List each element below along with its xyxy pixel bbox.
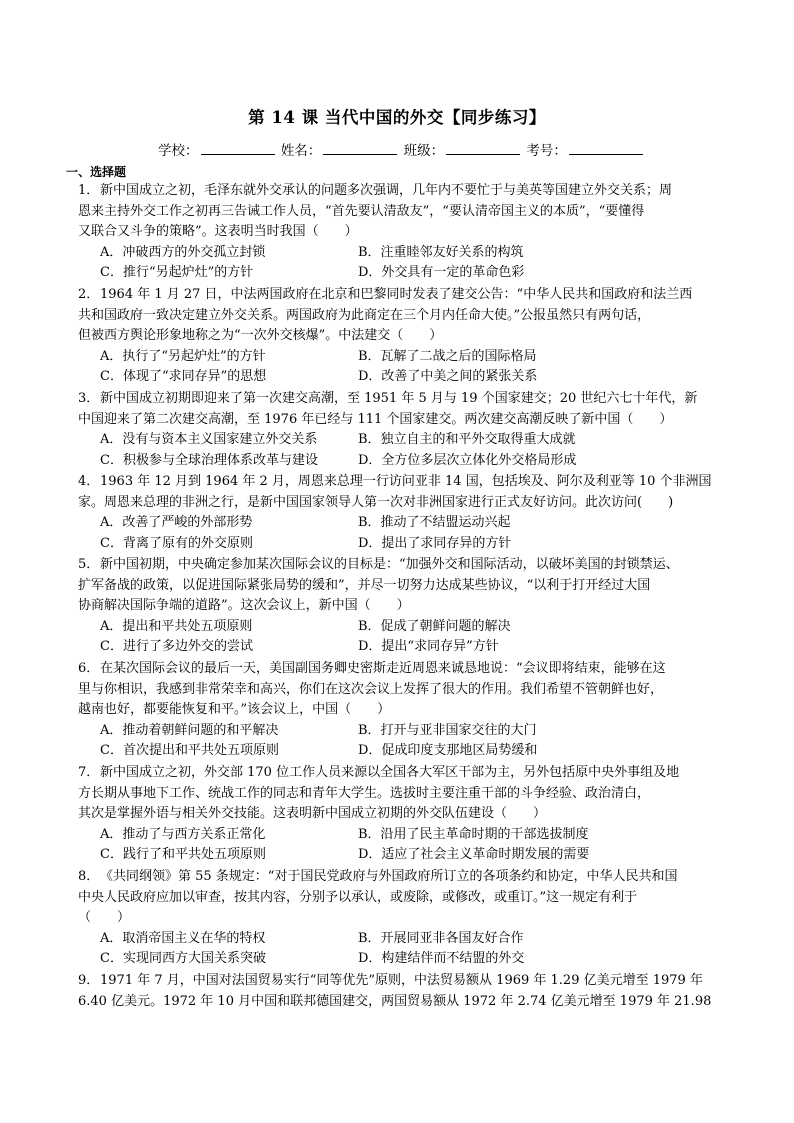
stem-line: 1971 年 7 月，中国对法国贸易实行“同等优先”原则，中法贸易额从 1969 年 1.29 亿美元增至 1979 年 — [100, 973, 703, 988]
stem-line: 但被西方舆论形象地称之为“一次外交核爆”。中法建交（ ） — [78, 328, 443, 344]
page-title: 第 14 课 当代中国的外交【同步练习】 — [248, 108, 546, 127]
school-field[interactable] — [201, 142, 275, 155]
stem-line: 新中国成立之初，外交部 170 位工作人员来源以全国各大军区干部为主，另外包括原中央外事组及地 — [100, 765, 680, 780]
question-stem — [78, 472, 728, 513]
option-B[interactable]: B．推动了不结盟运动兴起 — [358, 515, 511, 531]
stem-line: 共和国政府一致决定建立外交关系。两国政府为此商定在三个月内任命大使。”公报虽然只有两句话， — [78, 307, 651, 323]
stem-line: 1964 年 1 月 27 日，中法两国政府在北京和巴黎同时发表了建交公告：“中华人民共和国政府和法兰西 — [100, 287, 693, 302]
stem-line: 新中国成立初期即迎来了第一次建交高潮，至 1951 年 5 月与 19 个国家建交；20 世纪六七十年代，新 — [100, 391, 698, 406]
class-label: 班级： — [403, 143, 445, 159]
option-A[interactable]: A．推动了与西方关系正常化 — [100, 826, 266, 842]
question-number: 7． — [78, 765, 100, 780]
stem-line: 《共同纲领》第 55 条规定：“对于国民党政府与外国政府所订立的各项条约和协定，中华人民共和国 — [100, 869, 678, 884]
option-D[interactable]: D．改善了中美之间的紧张关系 — [358, 369, 538, 385]
stem-line: 在某次国际会议的最后一天，美国副国务卿史密斯走近周恩来诚恳地说：“会议即将结束，能够在这 — [100, 661, 666, 676]
stem-line: 其次是掌握外语与相关外交技能。这表明新中国成立初期的外交队伍建设（ ） — [78, 806, 547, 822]
question-3 — [78, 389, 728, 471]
question-number: 4． — [78, 474, 100, 489]
question-9 — [78, 971, 728, 1012]
question-stem — [78, 181, 728, 243]
section-heading: 一、选择题 — [66, 165, 127, 179]
question-8 — [78, 867, 728, 970]
stem-line: 家。周恩来总理的非洲之行，是新中国国家领导人第一次对非洲国家进行正式友好访问。此次访问( ) — [78, 494, 674, 510]
option-C[interactable]: C．首次提出和平共处五项原则 — [100, 743, 279, 759]
stem-line: 新中国成立之初，毛泽东就外交承认的问题多次强调，几年内不要忙于与美英等国建立外交关系；周 — [100, 183, 673, 198]
stem-line: 1963 年 12 月到 1964 年 2 月，周恩来总理一行访问亚非 14 国，包括埃及、阿尔及利亚等 10 个非洲国 — [100, 474, 712, 489]
option-A[interactable]: A．改善了严峻的外部形势 — [100, 515, 253, 531]
name-field[interactable] — [323, 142, 397, 155]
question-number: 9． — [78, 973, 100, 988]
option-B[interactable]: B．沿用了民主革命时期的干部选拔制度 — [358, 826, 589, 842]
option-A[interactable]: A．没有与资本主义国家建立外交关系 — [100, 432, 318, 448]
stem-line: 方长期从事地下工作、统战工作的同志和青年大学生。选拔时主要注重干部的斗争经验、政治清白， — [78, 785, 651, 801]
question-stem — [78, 555, 728, 617]
question-number: 5． — [78, 557, 100, 572]
option-B[interactable]: B．瓦解了二战之后的国际格局 — [358, 348, 537, 364]
option-A[interactable]: A．推动着朝鲜问题的和平解决 — [100, 722, 279, 738]
option-B[interactable]: B．促成了朝鲜问题的解决 — [358, 618, 511, 634]
option-D[interactable]: D．提出“求同存异”方针 — [358, 639, 499, 655]
stem-line: 又联合又斗争的策略”。这表明当时我国（ ） — [78, 224, 358, 240]
stem-line: 扩军备战的政策，以促进国际紧张局势的缓和”，并尽一切努力达成某些协议，“以利于打开经过大国 — [78, 577, 651, 593]
stem-line: （ ） — [78, 910, 131, 926]
option-group — [100, 617, 728, 658]
id-label: 考号： — [526, 143, 567, 159]
option-group — [100, 929, 728, 970]
option-B[interactable]: B．独立自主的和平外交取得重大成就 — [358, 432, 576, 448]
stem-line: 恩来主持外交工作之初再三告诫工作人员，“首先要认清敌友”，“要认清帝国主义的本质”，“要懂得 — [78, 203, 645, 219]
stem-line: 中国迎来了第二次建交高潮，至 1976 年已经与 111 个国家建交。两次建交高潮反映了新中国（ ） — [78, 411, 673, 427]
option-B[interactable]: B．开展同亚非各国友好合作 — [358, 930, 524, 946]
question-stem — [78, 867, 728, 929]
option-C[interactable]: C．推行“另起炉灶”的方针 — [100, 265, 254, 281]
question-stem — [78, 659, 728, 721]
option-C[interactable]: C．践行了和平共处五项原则 — [100, 847, 266, 863]
id-field[interactable] — [569, 142, 643, 155]
option-D[interactable]: D．适应了社会主义革命时期发展的需要 — [358, 847, 590, 863]
question-number: 2． — [78, 287, 100, 302]
option-C[interactable]: C．体现了“求同存异”的思想 — [100, 369, 267, 385]
question-number: 6． — [78, 661, 100, 676]
option-D[interactable]: D．全方位多层次立体化外交格局形成 — [358, 452, 577, 468]
question-2 — [78, 285, 728, 388]
question-number: 1． — [78, 183, 100, 198]
question-1 — [78, 181, 728, 284]
school-label: 学校： — [158, 143, 199, 159]
option-group — [100, 721, 728, 762]
option-A[interactable]: A．取消帝国主义在华的特权 — [100, 930, 266, 946]
option-C[interactable]: C．背离了原有的外交原则 — [100, 535, 253, 551]
stem-line: 协商解决国际争端的道路”。这次会议上，新中国（ ） — [78, 598, 410, 614]
option-group — [100, 243, 728, 284]
name-label: 姓名： — [280, 143, 322, 159]
stem-line: 新中国初期，中央确定参加某次国际会议的目标是：“加强外交和国际活动，以破坏美国的封锁禁运、 — [100, 557, 679, 572]
stem-line: 越南也好，都要能恢复和平。”该会议上，中国（ ） — [78, 702, 391, 718]
student-info-line — [158, 139, 645, 159]
stem-line: 里与你相识，我感到非常荣幸和高兴，你们在这次会议上发挥了很大的作用。我们希望不管朝鲜也好， — [78, 681, 664, 697]
question-5 — [78, 555, 728, 658]
option-group — [100, 825, 728, 866]
option-group — [100, 347, 728, 388]
option-A[interactable]: A．执行了“另起炉灶”的方针 — [100, 348, 266, 364]
option-C[interactable]: C．实现同西方大国关系突破 — [100, 951, 266, 967]
question-stem — [78, 285, 728, 347]
option-D[interactable]: D．外交具有一定的革命色彩 — [358, 265, 525, 281]
option-A[interactable]: A．冲破西方的外交孤立封锁 — [100, 244, 266, 260]
question-stem — [78, 971, 728, 1012]
question-4 — [78, 472, 728, 554]
option-C[interactable]: C．积极参与全球治理体系改革与建设 — [100, 452, 318, 468]
option-C[interactable]: C．进行了多边外交的尝试 — [100, 639, 253, 655]
option-B[interactable]: B．注重睦邻友好关系的构筑 — [358, 244, 524, 260]
question-stem — [78, 763, 728, 825]
option-D[interactable]: D．促成印度支那地区局势缓和 — [358, 743, 538, 759]
class-field[interactable] — [446, 142, 520, 155]
option-D[interactable]: D．构建结伴而不结盟的外交 — [358, 951, 525, 967]
option-A[interactable]: A．提出和平共处五项原则 — [100, 618, 253, 634]
question-number: 3． — [78, 391, 100, 406]
stem-line: 6.40 亿美元。1972 年 10 月中国和联邦德国建交，两国贸易额从 1972 年 2.74 亿美元增至 1979 年 21.98 — [78, 993, 712, 1009]
option-group — [100, 513, 728, 554]
option-B[interactable]: B．打开与亚非国家交往的大门 — [358, 722, 537, 738]
question-stem — [78, 389, 728, 430]
option-D[interactable]: D．提出了求同存异的方针 — [358, 535, 512, 551]
stem-line: 中央人民政府应加以审查，按其内容，分别予以承认，或废除，或修改，或重订。”这一规定有利于 — [78, 889, 638, 905]
option-group — [100, 430, 728, 471]
question-7 — [78, 763, 728, 866]
question-6 — [78, 659, 728, 762]
question-number: 8． — [78, 869, 100, 884]
